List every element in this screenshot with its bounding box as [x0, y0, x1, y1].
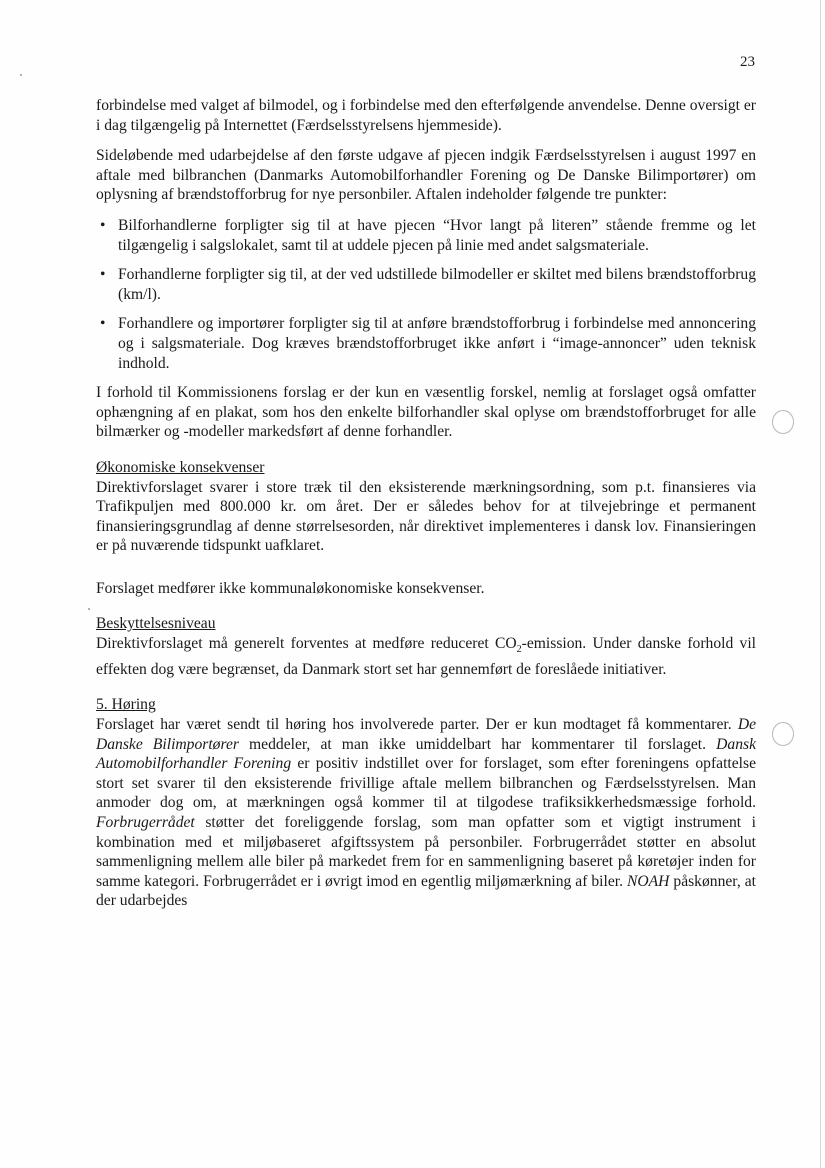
document-body — [96, 96, 756, 922]
hearing-text-4: støtter det foreliggende forslag, som man opfatter som et vigtigt instrument i kombination med et miljøbaseret afgiftssystem på personbiler. Forbrugerrådet støtter en absolut sammenligning mellem alle biler på markedet frem for en sammenligning baseret på køretøjer inden for samme kategori. Forbrugerrådet er i øvrigt imod en egentlig miljømærkning af biler. — [96, 813, 756, 890]
list-item-text: Bilforhandlerne forpligter sig til at have pjecen “Hvor langt på literen” stående fremme og let tilgængelig i salgslokalet, samt til at uddele pjecen på linie med andet salgsmateriale. — [118, 216, 756, 254]
scan-speck — [20, 74, 22, 76]
org-name-automobilforhandler: Dansk Automobilforhandler Forening — [96, 735, 756, 773]
hearing-text-1: Forslaget har været sendt til høring hos involverede parter. Der er kun modtaget få kommentarer. — [96, 715, 738, 733]
paragraph-agreement: Sideløbende med udarbejdelse af den første udgave af pjecen indgik Færdselsstyrelsen i august 1997 en aftale med bilbranchen (Danmarks Automobilforhandler Forening og De Danske Bilimportører) om oplysning af brændstofforbrug for nye personbiler. Aftalen indeholder følgende tre punkter: — [96, 147, 756, 204]
page-number: 23 — [740, 54, 755, 70]
heading-protection: Beskyttelsesniveau — [96, 615, 216, 633]
heading-hearing: 5. Høring — [96, 696, 156, 714]
punch-hole-icon — [772, 410, 794, 434]
protection-text-end: -emission. Under danske forhold vil effekten dog være begrænset, da Danmark stort set har gennemført de foreslåede initiativer. — [96, 635, 756, 678]
list-item — [96, 265, 756, 304]
co2-subscript: 2 — [516, 644, 522, 656]
paragraph-commission: I forhold til Kommissionens forslag er der kun en væsentlig forskel, nemlig at forslaget også omfatter ophængning af en plakat, som hos den enkelte bilforhandler skal oplyse om brændstofforbruget for alle bilmærker og -modeller markedsført af denne forhandler. — [96, 384, 756, 441]
org-name-bilimportorer: De Danske Bilimportører — [96, 715, 756, 753]
hearing-text-3: er positiv indstillet over for forslaget, som efter foreningens opfattelse stort set svarer til den eksisterende frivillige aftale mellem bilbranchen og Færdselsstyrelsen. Man anmoder dog om, at mærkningen også kommer til at tilgodese trafiksikkerhedsmæssige forhold. — [96, 755, 756, 812]
list-item-text: Forhandlerne forpligter sig til, at der ved udstillede bilmodeller er skiltet med bilens brændstofforbrug (km/l). — [118, 266, 756, 303]
paragraph-economic: Direktivforslaget svarer i store træk til den eksisterende mærkningsordning, som p.t. finansieres via Trafikpuljen med 800.000 kr. om året. Der er således behov for at tilvejebringe et permanent finansieringsgrundlag af denne størrelsesorden, når direktivet implementeres i dansk lov. Finansieringen er på nuværende tidspunkt uafklaret. — [96, 478, 756, 555]
scan-speck — [88, 608, 90, 610]
protection-text-start: Direktivforslaget må generelt forventes at medføre reduceret CO — [96, 635, 517, 653]
bullet-icon: • — [100, 315, 106, 333]
bullet-icon: • — [100, 216, 106, 234]
heading-economic: Økonomiske konsekvenser — [96, 458, 265, 476]
paragraph-protection — [96, 634, 756, 679]
paragraph-intro: forbindelse med valget af bilmodel, og i forbindelse med den efterfølgende anvendelse. Denne oversigt er i dag tilgængelig på Internettet (Færdselsstyrelsens hjemmeside). — [96, 97, 756, 134]
agreement-points-list — [96, 216, 756, 373]
org-name-forbrugerraadet: Forbrugerrådet — [96, 813, 195, 831]
paragraph-municipal: Forslaget medfører ikke kommunaløkonomiske konsekvenser. — [96, 579, 485, 597]
list-item — [96, 314, 756, 373]
org-name-noah: NOAH — [626, 872, 670, 890]
page-edge-line — [820, 0, 821, 1168]
paragraph-hearing — [96, 715, 756, 911]
list-item — [96, 216, 756, 255]
hearing-text-5: påskønner, at der udarbejdes — [96, 872, 756, 910]
bullet-icon: • — [100, 266, 106, 284]
list-item-text: Forhandlere og importører forpligter sig til at anføre brændstofforbrug i forbindelse med annoncering og i salgsmateriale. Dog kræves brændstofforbruget ikke anført i “image-annoncer” uden teknisk indhold. — [118, 315, 756, 372]
hearing-text-2: meddeler, at man ikke umiddelbart har kommentarer til forslaget. — [238, 735, 717, 753]
punch-hole-icon — [772, 722, 794, 746]
